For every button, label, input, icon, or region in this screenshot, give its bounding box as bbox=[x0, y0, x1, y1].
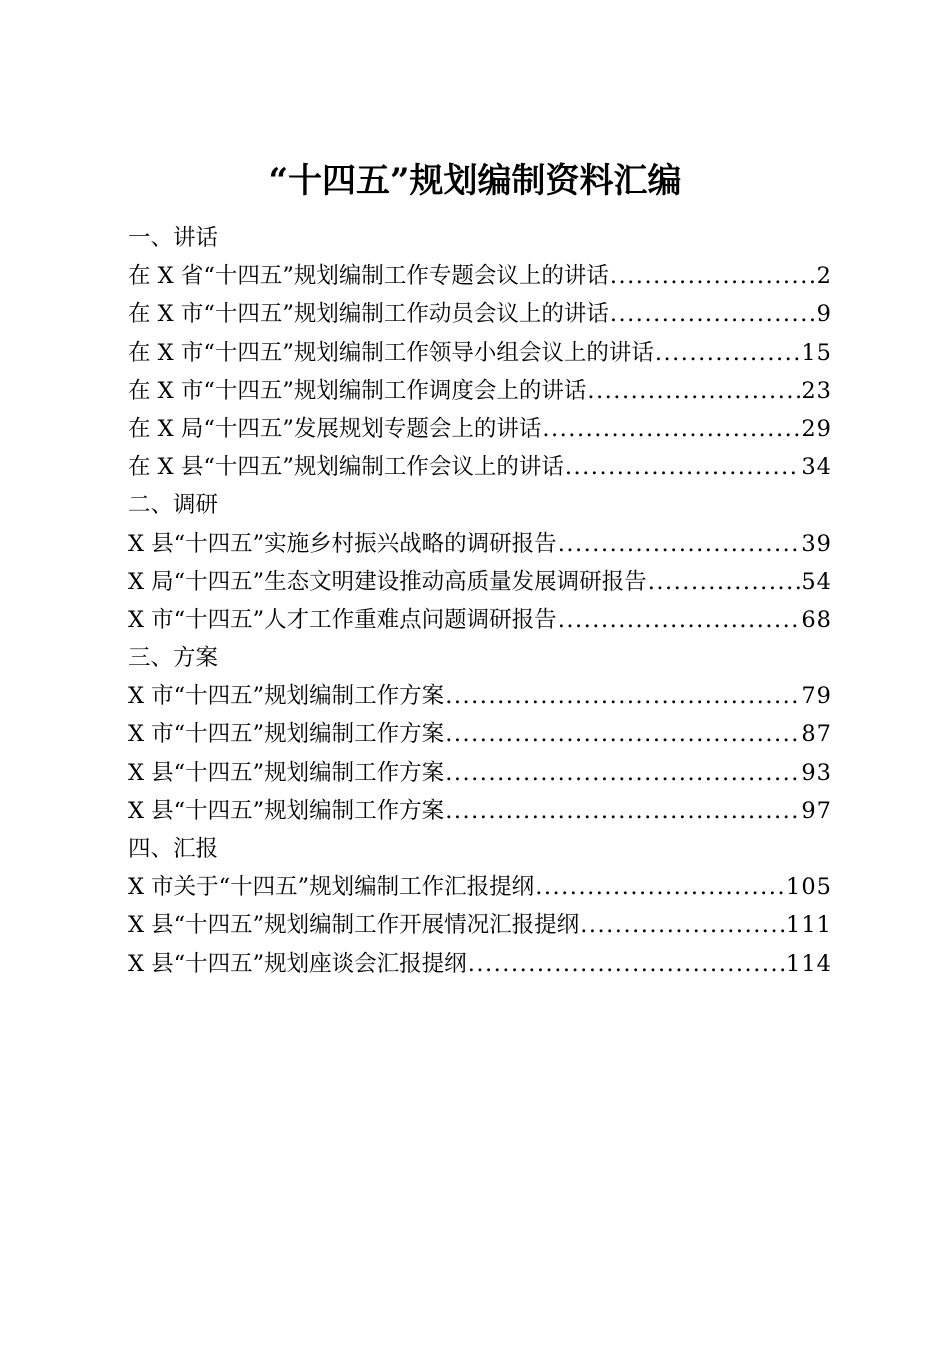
toc-leader-dots bbox=[610, 257, 816, 295]
toc-entry-page: 111 bbox=[786, 912, 832, 939]
toc-leader-dots bbox=[445, 715, 800, 753]
toc-entry-page: 9 bbox=[816, 301, 832, 328]
toc-entry-title: X 县“十四五”规划编制工作方案 bbox=[128, 759, 445, 786]
toc-entry[interactable] bbox=[128, 906, 832, 944]
toc-entry[interactable] bbox=[128, 295, 832, 333]
toc-entry[interactable] bbox=[128, 792, 832, 830]
toc-entry-title: 在 X 市“十四五”规划编制工作动员会议上的讲话 bbox=[128, 301, 609, 328]
toc-entry-title: 在 X 省“十四五”规划编制工作专题会议上的讲话 bbox=[128, 263, 609, 290]
toc-entry[interactable] bbox=[128, 257, 832, 295]
toc-entry-title: 在 X 市“十四五”规划编制工作领导小组会议上的讲话 bbox=[128, 339, 654, 366]
toc-leader-dots bbox=[558, 525, 801, 563]
toc-entry-page: 79 bbox=[801, 683, 832, 710]
toc-entry-page: 39 bbox=[801, 530, 832, 557]
toc-leader-dots bbox=[445, 677, 800, 715]
toc-entry[interactable] bbox=[128, 448, 832, 486]
toc-entry[interactable] bbox=[128, 410, 832, 448]
toc-entry[interactable] bbox=[128, 677, 832, 715]
toc-entry-page: 54 bbox=[801, 568, 832, 595]
toc-entry-title: X 县“十四五”实施乡村振兴战略的调研报告 bbox=[128, 530, 557, 557]
toc-entry-page: 29 bbox=[801, 415, 832, 442]
toc-entry[interactable] bbox=[128, 945, 832, 983]
toc-leader-dots bbox=[610, 295, 816, 333]
toc-leader-dots bbox=[445, 754, 800, 792]
toc-entry-page: 68 bbox=[801, 606, 832, 633]
toc-entry[interactable] bbox=[128, 563, 832, 601]
toc-entry-page: 87 bbox=[801, 721, 832, 748]
toc-leader-dots bbox=[468, 945, 785, 983]
toc-entry[interactable] bbox=[128, 372, 832, 410]
toc-entry[interactable] bbox=[128, 334, 832, 372]
toc-entry[interactable] bbox=[128, 868, 832, 906]
toc-leader-dots bbox=[535, 868, 785, 906]
toc-leader-dots bbox=[587, 372, 800, 410]
document-title: “十四五”规划编制资料汇编 bbox=[268, 161, 682, 201]
toc-entry-title: X 市“十四五”人才工作重难点问题调研报告 bbox=[128, 606, 557, 633]
section-heading-speeches: 一、讲话 bbox=[128, 225, 219, 251]
toc-entry-page: 34 bbox=[801, 454, 832, 481]
toc-entry-title: X 县“十四五”规划编制工作方案 bbox=[128, 797, 445, 824]
toc-entry-title: X 市“十四五”规划编制工作方案 bbox=[128, 683, 445, 710]
toc-entry-title: 在 X 局“十四五”发展规划专题会上的讲话 bbox=[128, 415, 542, 442]
toc-entry-title: X 市关于“十四五”规划编制工作汇报提纲 bbox=[128, 874, 535, 901]
toc-entry-page: 15 bbox=[801, 339, 832, 366]
toc-entry-title: 在 X 县“十四五”规划编制工作会议上的讲话 bbox=[128, 454, 564, 481]
toc-entry-page: 23 bbox=[801, 377, 832, 404]
table-of-contents bbox=[128, 219, 832, 983]
toc-entry-page: 2 bbox=[816, 263, 832, 290]
toc-leader-dots bbox=[655, 334, 801, 372]
toc-entry[interactable] bbox=[128, 715, 832, 753]
toc-entry-page: 93 bbox=[801, 759, 832, 786]
section-heading-reports: 四、汇报 bbox=[128, 836, 219, 862]
toc-entry-page: 105 bbox=[786, 874, 832, 901]
toc-entry-title: X 县“十四五”规划编制工作开展情况汇报提纲 bbox=[128, 912, 580, 939]
section-heading-research: 二、调研 bbox=[128, 492, 219, 519]
toc-entry-page: 97 bbox=[801, 797, 832, 824]
toc-leader-dots bbox=[558, 601, 801, 639]
toc-entry-title: X 县“十四五”规划座谈会汇报提纲 bbox=[128, 950, 467, 977]
toc-leader-dots bbox=[565, 448, 801, 486]
toc-leader-dots bbox=[542, 410, 800, 448]
toc-leader-dots bbox=[648, 563, 801, 601]
toc-entry-title: X 市“十四五”规划编制工作方案 bbox=[128, 721, 445, 748]
section-heading-plans: 三、方案 bbox=[128, 645, 219, 672]
toc-leader-dots bbox=[445, 792, 800, 830]
toc-entry-page: 114 bbox=[786, 950, 832, 977]
toc-entry[interactable] bbox=[128, 754, 832, 792]
toc-entry-title: X 局“十四五”生态文明建设推动高质量发展调研报告 bbox=[128, 568, 647, 595]
toc-entry[interactable] bbox=[128, 601, 832, 639]
toc-entry-title: 在 X 市“十四五”规划编制工作调度会上的讲话 bbox=[128, 377, 587, 404]
toc-leader-dots bbox=[580, 906, 785, 944]
toc-entry[interactable] bbox=[128, 525, 832, 563]
